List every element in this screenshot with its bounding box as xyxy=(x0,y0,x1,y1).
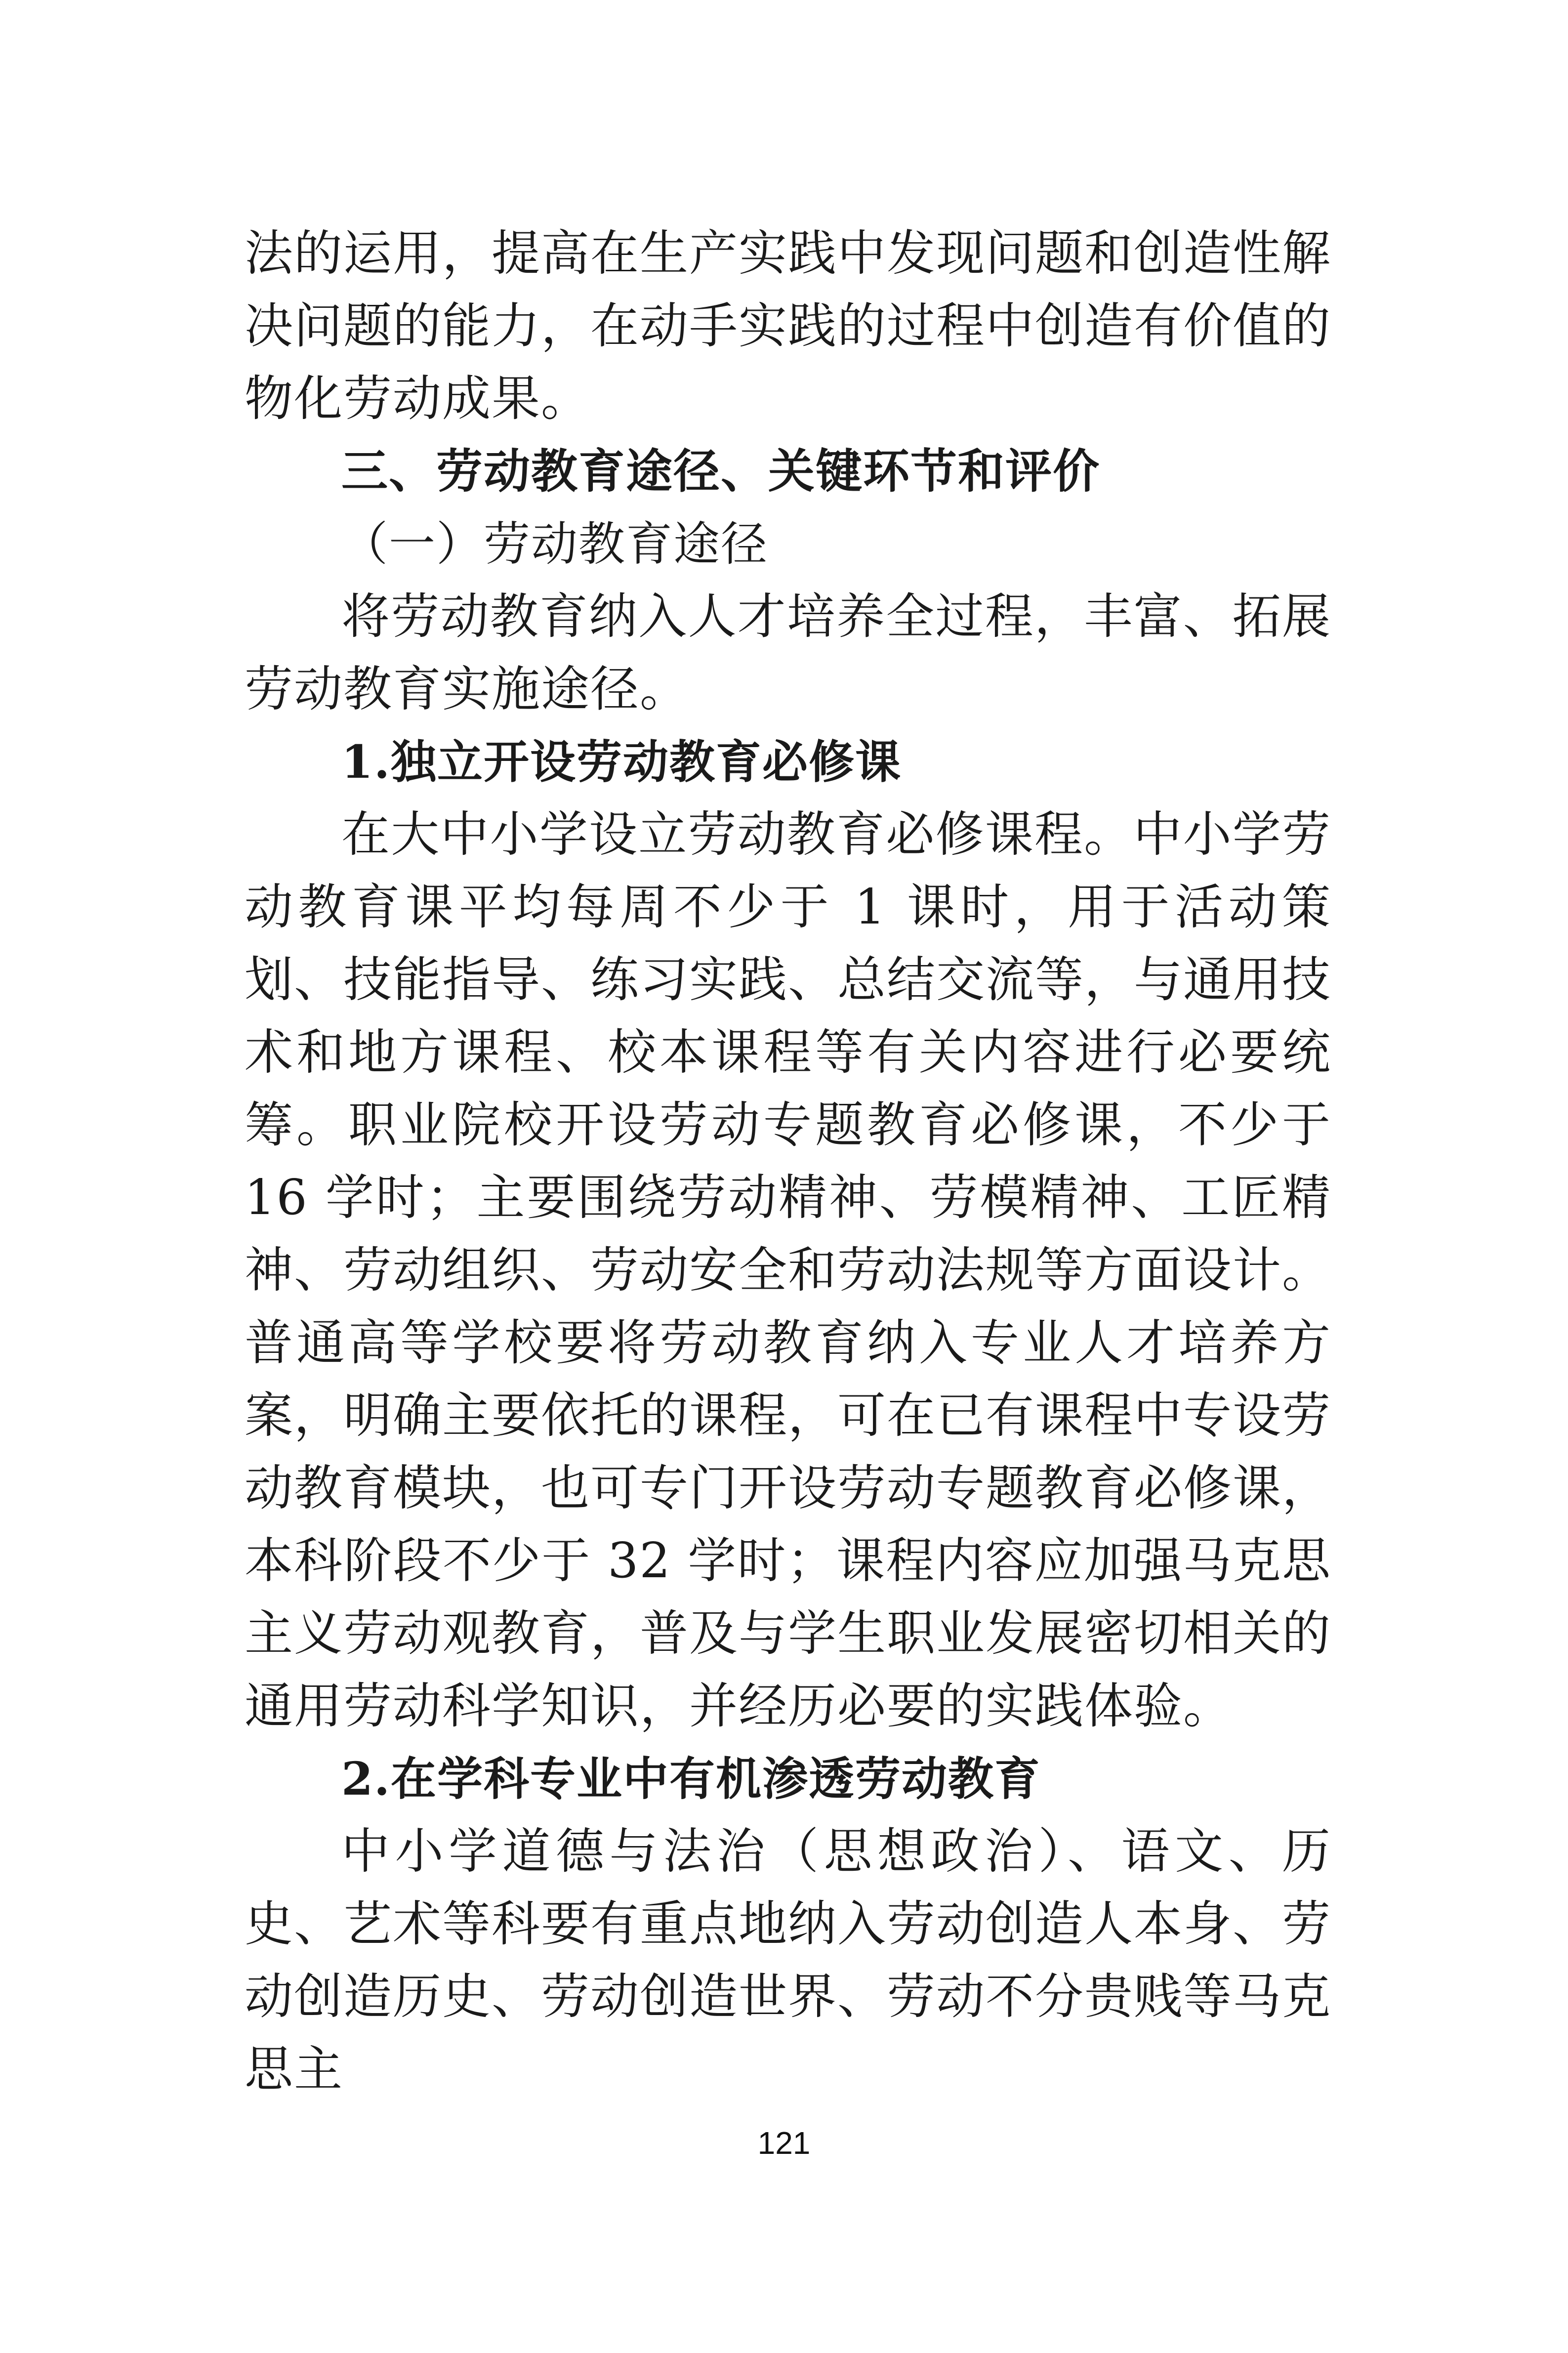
paragraph: 中小学道德与法治（思想政治）、语文、历史、艺术等科要有重点地纳入劳动创造人本身、劳动创造历史、劳动创造世界、劳动不分贵贱等马克思主 xyxy=(245,1823,1332,2098)
paragraph-continued: 法的运用，提高在生产实践中发现问题和创造性解决问题的能力，在动手实践的过程中创造有价值的物化劳动成果。 xyxy=(245,225,1332,427)
document-body xyxy=(245,217,1331,2106)
subsection-heading: （一）劳动教育途径 xyxy=(341,517,769,571)
section-heading: 三、劳动教育途径、关键环节和评价 xyxy=(341,445,1101,499)
page-number: 121 xyxy=(757,2125,811,2161)
item-heading-2: 2.在学科专业中有机渗透劳动教育 xyxy=(341,1752,1041,1806)
item-heading-1: 1.独立开设劳动教育必修课 xyxy=(341,735,902,789)
paragraph: 在大中小学设立劳动教育必修课程。中小学劳动教育课平均每周不少于 1 课时，用于活动策划、技能指导、练习实践、总结交流等，与通用技术和地方课程、校本课程等有关内容进行必要统筹。职业院校开设劳动专题教育必修课，不少于 16 学时；主要围绕劳动精神、劳模精神、工匠精神、劳动组织、劳动安全和劳动法规等方面设计。普通高等学校要将劳动教育纳入专业人才培养方案，明确主要依托的课程，可在已有课程中专设劳动教育模块，也可专门开设劳动专题教育必修课，本科阶段不少于 32 学时；课程内容应加强马克思主义劳动观教育，普及与学生职业发展密切相关的通用劳动科学知识，并经历必要的实践体验。 xyxy=(245,806,1332,1734)
paragraph: 将劳动教育纳入人才培养全过程，丰富、拓展劳动教育实施途径。 xyxy=(245,588,1331,717)
